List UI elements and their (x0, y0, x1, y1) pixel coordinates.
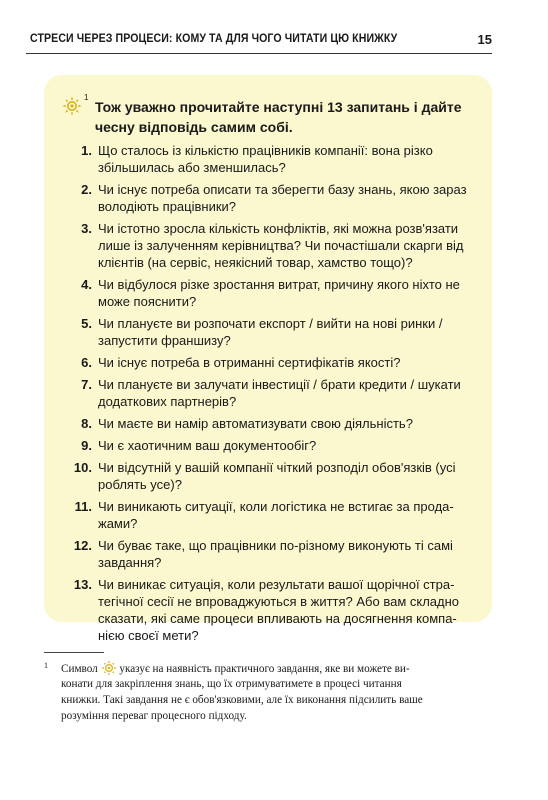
question-item (62, 220, 486, 271)
footnote-line: книжки. Такі завдання не є обов'язковими, але їх виконання підсилить ваше (61, 694, 423, 706)
question-line: жами? (98, 516, 138, 531)
question-text (98, 415, 486, 432)
question-number: 1. (81, 143, 92, 158)
question-number: 13. (73, 577, 92, 592)
question-number: 8. (81, 416, 92, 431)
question-item (62, 181, 486, 215)
task-title (95, 97, 485, 137)
question-item (62, 537, 486, 571)
question-text (98, 181, 486, 215)
question-text (98, 459, 486, 493)
question-item (62, 354, 486, 371)
question-number: 10. (73, 460, 92, 475)
footnote-reference: 1 (84, 93, 89, 102)
question-item (62, 142, 486, 176)
question-number: 7. (81, 377, 92, 392)
footnote-line: конати для закріплення знань, що їх отримуватимете в процесі читання (61, 678, 402, 690)
footnote-line (61, 660, 410, 677)
question-number: 5. (81, 316, 92, 331)
question-line: Чи маєте ви намір автоматизувати свою діяльність? (98, 416, 413, 431)
sun-icon (101, 660, 117, 676)
question-line: сказати, які саме процеси впливають на досягнення компа- (98, 611, 457, 626)
question-text (98, 142, 486, 176)
question-text (98, 576, 486, 644)
question-item (62, 276, 486, 310)
question-text (98, 376, 486, 410)
question-line: клієнтів (на сервіс, неякісний товар, хамство тощо)? (98, 255, 413, 270)
question-line: Чи плануєте ви розпочати експорт / вийти на нові ринки / (98, 316, 443, 331)
question-line: Чи буває таке, що працівники по-різному виконують ті самі (98, 538, 453, 553)
sun-icon (62, 96, 82, 116)
question-line: Чи є хаотичним ваш документообіг? (98, 438, 317, 453)
question-line: запустити франшизу? (98, 333, 231, 348)
question-line: нією своєї мети? (98, 628, 199, 643)
question-text (98, 276, 486, 310)
question-item (62, 576, 486, 644)
question-line: Чи відбулося різке зростання витрат, причину якого ніхто не (98, 277, 460, 292)
question-text (98, 354, 486, 371)
question-text (98, 315, 486, 349)
question-item (62, 459, 486, 493)
question-item (62, 437, 486, 454)
question-number: 4. (81, 277, 92, 292)
question-text (98, 498, 486, 532)
question-line: Чи плануєте ви залучати інвестиції / брати кредити / шукати (98, 377, 461, 392)
question-text (98, 537, 486, 571)
question-item (62, 376, 486, 410)
question-line: роблять усе)? (98, 477, 182, 492)
question-item (62, 498, 486, 532)
question-number: 12. (73, 538, 92, 553)
footnote-mark: 1 (44, 661, 48, 670)
footnote-text: указує на наявність практичного завдання, яке ви можете ви- (119, 663, 410, 675)
question-number: 2. (81, 182, 92, 197)
footnote-text: Символ (61, 663, 98, 675)
question-line: володіють працівники? (98, 199, 237, 214)
question-line: Чи існує потреба в отриманні сертифікатів якості? (98, 355, 401, 370)
question-line: Чи відсутній у вашій компанії чіткий розподіл обов'язків (усі (98, 460, 456, 475)
question-line: Чи виникають ситуації, коли логістика не встигає за прода- (98, 499, 454, 514)
task-title-line: Тож уважно прочитайте наступні 13 запитань і дайте (95, 99, 462, 115)
question-line: лише із залученням керівництва? Чи почастішали скарги від (98, 238, 464, 253)
question-line: Чи виникає ситуація, коли результати вашої щорічної стра- (98, 577, 455, 592)
question-item (62, 315, 486, 349)
question-number: 6. (81, 355, 92, 370)
question-line: завдання? (98, 555, 162, 570)
question-item (62, 415, 486, 432)
header-divider (26, 53, 492, 54)
question-line: Що сталось із кількістю працівників компанії: вона різко (98, 143, 433, 158)
running-header (26, 33, 494, 51)
question-line: тегічної сесії не впроваджуються в життя? Або вам складно (98, 594, 460, 609)
question-line: додаткових партнерів? (98, 394, 237, 409)
question-number: 11. (74, 499, 92, 514)
question-line: може пояснити? (98, 294, 197, 309)
question-number: 3. (81, 221, 92, 236)
question-line: Чи існує потреба описати та зберегти базу знань, якою зараз (98, 182, 467, 197)
running-header-title: СТРЕСИ ЧЕРЕЗ ПРОЦЕСИ: КОМУ ТА ДЛЯ ЧОГО ЧИТАТИ ЦЮ КНИЖКУ (30, 33, 398, 45)
footnote-line: розуміння переваг процесного підходу. (61, 710, 247, 722)
question-line: Чи істотно зросла кількість конфліктів, які можна розв'язати (98, 221, 459, 236)
question-line: збільшилась або зменшилась? (98, 160, 286, 175)
page-number: 15 (477, 32, 492, 47)
question-text (98, 437, 486, 454)
task-title-line: чесну відповідь самим собі. (95, 119, 293, 135)
question-text (98, 220, 486, 271)
question-number: 9. (81, 438, 92, 453)
footnote-divider (44, 652, 104, 653)
